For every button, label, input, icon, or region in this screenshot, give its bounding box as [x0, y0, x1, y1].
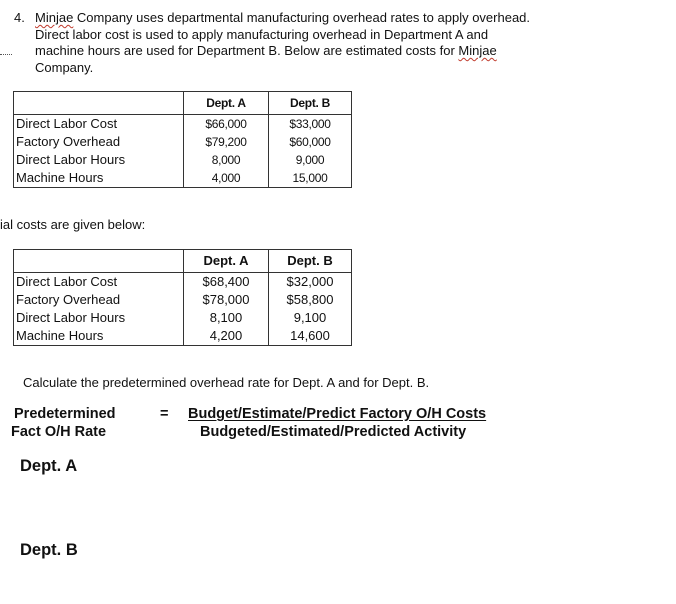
row-label: Factory Overhead — [14, 133, 184, 151]
cell-dept-a: 4,200 — [184, 327, 269, 346]
cell-dept-b: $32,000 — [269, 273, 352, 292]
table-row — [14, 327, 352, 346]
cell-dept-b: 9,000 — [269, 151, 352, 169]
instruction-text: Calculate the predetermined overhead rate for Dept. A and for Dept. B. — [23, 375, 430, 390]
row-label: Machine Hours — [14, 169, 184, 188]
formula-label-line-1: Predetermined — [14, 406, 116, 422]
table-row — [14, 309, 352, 327]
cell-dept-a: $78,000 — [184, 291, 269, 309]
company-name: Minjae — [458, 43, 497, 58]
row-label: Machine Hours — [14, 327, 184, 346]
cell-dept-b: $33,000 — [269, 115, 352, 134]
margin-marker — [0, 54, 12, 55]
dept-b-heading: Dept. B — [20, 541, 78, 559]
formula-denominator: Budgeted/Estimated/Predicted Activity — [200, 424, 467, 440]
table-header-row — [14, 250, 352, 273]
header-dept-a: Dept. A — [184, 250, 269, 273]
table-header-row — [14, 92, 352, 115]
row-label: Direct Labor Cost — [14, 273, 184, 292]
problem-line-4: Company. — [35, 59, 94, 75]
problem-text — [35, 10, 635, 76]
cell-dept-b: $60,000 — [269, 133, 352, 151]
header-dept-a: Dept. A — [184, 92, 269, 115]
table-row — [14, 291, 352, 309]
row-label: Factory Overhead — [14, 291, 184, 309]
problem-number: 4. — [14, 10, 25, 25]
row-label: Direct Labor Cost — [14, 115, 184, 134]
problem-line-2: Direct labor cost is used to apply manufacturing overhead in Department A and — [35, 26, 489, 42]
formula-numerator: Budget/Estimate/Predict Factory O/H Costs — [188, 406, 487, 422]
cell-dept-a: 8,000 — [184, 151, 269, 169]
actual-costs-caption: ial costs are given below: — [0, 217, 146, 232]
header-dept-b: Dept. B — [269, 250, 352, 273]
row-label: Direct Labor Hours — [14, 309, 184, 327]
table-row — [14, 273, 352, 292]
table-row — [14, 169, 352, 188]
cell-dept-a: $68,400 — [184, 273, 269, 292]
cell-dept-a: $66,000 — [184, 115, 269, 134]
cell-dept-a: $79,200 — [184, 133, 269, 151]
actual-costs-table — [13, 249, 352, 346]
formula-label-line-2: Fact O/H Rate — [11, 424, 107, 440]
cell-dept-b: $58,800 — [269, 291, 352, 309]
cell-dept-a: 8,100 — [184, 309, 269, 327]
estimated-costs-table — [13, 91, 352, 188]
header-blank — [14, 92, 184, 115]
cell-dept-b: 14,600 — [269, 327, 352, 346]
table-row — [14, 115, 352, 134]
table-row — [14, 133, 352, 151]
problem-line-1: Minjae Company uses departmental manufacturing overhead rates to apply overhead. — [35, 10, 531, 25]
table-row — [14, 151, 352, 169]
formula-equals-sign: = — [160, 406, 169, 422]
row-label: Direct Labor Hours — [14, 151, 184, 169]
header-dept-b: Dept. B — [269, 92, 352, 115]
dept-a-heading: Dept. A — [20, 457, 78, 475]
header-blank — [14, 250, 184, 273]
cell-dept-b: 9,100 — [269, 309, 352, 327]
company-name: Minjae — [35, 10, 74, 25]
problem-line-3: machine hours are used for Department B. Below are estimated costs for Minjae — [35, 43, 497, 58]
cell-dept-b: 15,000 — [269, 169, 352, 188]
cell-dept-a: 4,000 — [184, 169, 269, 188]
